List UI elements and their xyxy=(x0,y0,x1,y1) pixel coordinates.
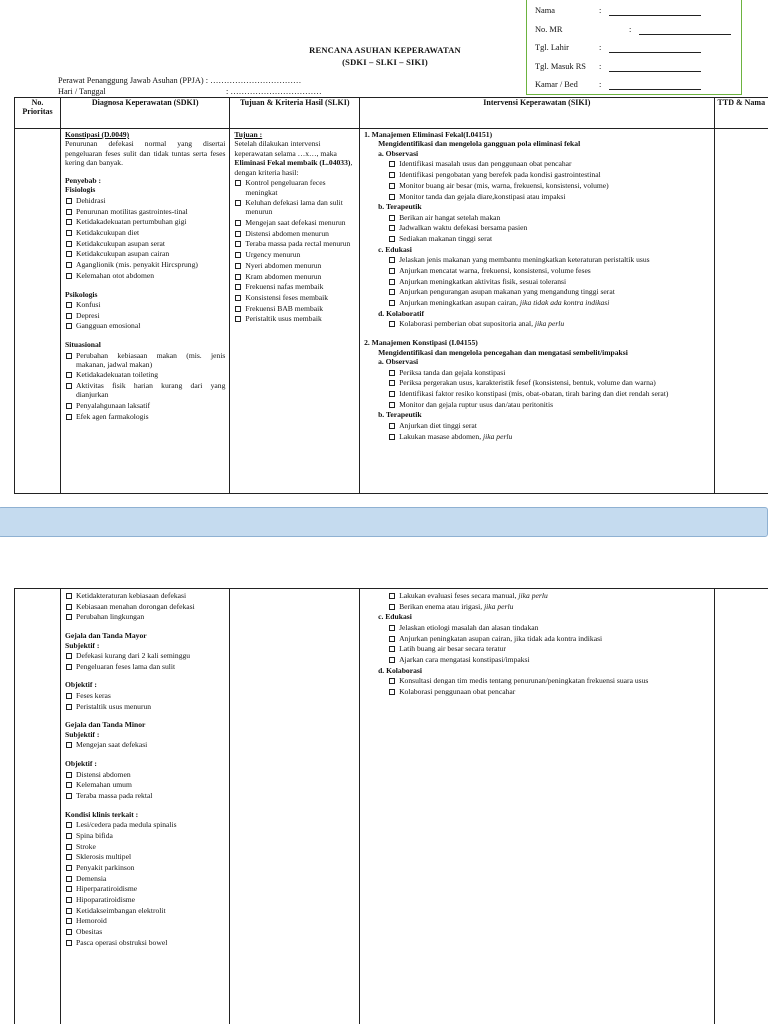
list-item: Hemoroid xyxy=(65,916,225,925)
list-item: Teraba massa pada rektal xyxy=(65,791,225,800)
tujuan-label: Tujuan : xyxy=(234,130,263,139)
list-item: Anjurkan meningkatkan asupan cairan, jika tidak ada kontra indikasi xyxy=(388,298,710,307)
list-item: Perubahan kebiasaan makan (mis. jenis makanan, jadwal makan) xyxy=(65,351,225,369)
list-item: Sediakan makanan tinggi serat xyxy=(388,234,710,243)
fisiologis-heading: Fisiologis xyxy=(65,185,96,195)
list-item: Penyalahgunaan laksatif xyxy=(65,401,225,410)
page-separator-bar xyxy=(0,507,768,537)
masuk-blank[interactable] xyxy=(609,64,701,72)
mr-blank[interactable] xyxy=(639,27,731,35)
list-item: Teraba massa pada rectal menurun xyxy=(234,239,355,248)
list-item: Berikan air hangat setelah makan xyxy=(388,213,710,222)
list-item: Frekuensi BAB membaik xyxy=(234,304,355,313)
mayor-objektif-list xyxy=(65,691,225,711)
terapeutik-heading: b. Terapeutik xyxy=(378,410,422,420)
kolaboratif-list xyxy=(364,319,710,328)
list-item: Ketidakadekuatan pertumbuhan gigi xyxy=(65,217,225,226)
list-item: Gangguan emosional xyxy=(65,321,225,330)
tujuan-text: Setelah dilakukan intervensi keperawatan selama …x…, maka Eliminasi Fekal membaik (L.04033), dengan kriteria hasil: xyxy=(234,139,353,177)
list-item: Anjurkan mencatat warna, frekuensi, konsistensi, volume feses xyxy=(388,266,710,275)
list-item: Periksa tanda dan gejala konstipasi xyxy=(388,368,710,377)
list-item: Anjurkan pengurangan asupan makanan yang mengandung tinggi serat xyxy=(388,287,710,296)
subjektif-heading: Subjektif : xyxy=(65,729,100,739)
list-item: Ketidakadekuatan toileting xyxy=(65,370,225,379)
care-plan-table-page1 xyxy=(14,97,768,494)
intervensi-cell xyxy=(360,129,715,494)
list-item: Distensi abdomen menurun xyxy=(234,229,355,238)
col-header-diagnosa: Diagnosa Keperawatan (SDKI) xyxy=(61,98,230,129)
situasional-list xyxy=(65,351,225,421)
list-item: Jelaskan jenis makanan yang membantu meningkatkan keteraturan peristaltik usus xyxy=(388,255,710,264)
terapeutik-list-continued xyxy=(364,591,710,611)
list-item: Aganglionik (mis. penyakit Hircsprung) xyxy=(65,260,225,269)
list-item: Defekasi kurang dari 2 kali seminggu xyxy=(65,651,225,660)
table-row xyxy=(15,589,768,1024)
mayor-heading: Gejala dan Tanda Mayor xyxy=(65,631,147,641)
nama-blank[interactable] xyxy=(609,8,701,16)
diagnosa-title: Konstipasi (D.0049) xyxy=(65,130,130,139)
kamar-row: Kamar / Bed : xyxy=(535,76,741,95)
list-item: Anjurkan meningkatkan aktivitas fisik, sesuai toleransi xyxy=(388,277,710,286)
situasional-list-continued xyxy=(65,591,225,622)
lahir-label: Tgl. Lahir xyxy=(535,43,569,52)
fisiologis-list xyxy=(65,196,225,280)
list-item: Latih buang air besar secara teratur xyxy=(388,644,710,653)
list-item: Kolaborasi penggunaan obat pencahar xyxy=(388,687,710,696)
list-item: Monitor tanda dan gejala diare,konstipasi atau impaksi xyxy=(388,192,710,201)
list-item: Ketidakcukupan asupan serat xyxy=(65,239,225,248)
document-subtitle: (SDKI – SLKI – SIKI) xyxy=(342,57,428,67)
edukasi-list xyxy=(364,255,710,307)
terapeutik-list xyxy=(364,421,710,441)
care-plan-table-page2 xyxy=(14,588,768,1024)
list-item: Spina bifida xyxy=(65,831,225,840)
lahir-blank[interactable] xyxy=(609,45,701,53)
list-item: Ketidakseimbangan elektrolit xyxy=(65,906,225,915)
list-item: Peristaltik usus membaik xyxy=(234,314,355,323)
list-item: Konfusi xyxy=(65,300,225,309)
kriteria-list xyxy=(234,178,355,323)
list-item: Anjurkan peningkatan asupan cairan, jika tidak ada kontra indikasi xyxy=(388,634,710,643)
kolaboratif-heading: d. Kolaboratif xyxy=(378,308,425,318)
list-item: Kebiasaan menahan dorongan defekasi xyxy=(65,602,225,611)
ttd-cell[interactable] xyxy=(714,129,768,494)
minor-heading: Gejala dan Tanda Minor xyxy=(65,720,146,730)
list-item: Keluhan defekasi lama dan sulit menurun xyxy=(234,198,355,216)
masuk-row: Tgl. Masuk RS : xyxy=(535,58,741,77)
hari-label: Hari / Tanggal xyxy=(58,87,106,96)
list-item: Kelemahan umum xyxy=(65,780,225,789)
diagnosa-cell xyxy=(61,129,230,494)
psikologis-list xyxy=(65,300,225,331)
observasi-heading: a. Observasi xyxy=(378,148,419,158)
intervensi-2-title: 2. Manajemen Konstipasi (I.04155) xyxy=(364,338,478,348)
subjektif-heading: Subjektif : xyxy=(65,640,100,650)
list-item: Obesitas xyxy=(65,927,225,936)
list-item: Lesi/cedera pada medula spinalis xyxy=(65,820,225,829)
list-item: Penurunan motilitas gastrointes-tinal xyxy=(65,207,225,216)
list-item: Ketidakcukupan asupan cairan xyxy=(65,249,225,258)
edukasi-heading: c. Edukasi xyxy=(378,612,412,622)
list-item: Penyakit parkinson xyxy=(65,863,225,872)
lahir-row: Tgl. Lahir : xyxy=(535,39,741,58)
edukasi-heading: c. Edukasi xyxy=(378,244,412,254)
kolaborasi-heading: d. Kolaborasi xyxy=(378,665,422,675)
objektif-heading: Objektif : xyxy=(65,680,97,690)
list-item: Periksa pergerakan usus, karakteristik fesef (konsistensi, bentuk, volume dan warna) xyxy=(388,378,710,387)
list-item: Anjurkan diet tinggi serat xyxy=(388,421,710,430)
list-item: Urgency menurun xyxy=(234,250,355,259)
tujuan-cell[interactable] xyxy=(230,589,360,1024)
list-item: Identifikasi faktor resiko konstipasi (mis, obat-obatan, tirah baring dan diet rendah serat) xyxy=(388,389,710,398)
intervensi-1-title: 1. Manajemen Eliminasi Fekal(I.04151) xyxy=(364,130,493,139)
list-item: Dehidrasi xyxy=(65,196,225,205)
objektif-heading: Objektif : xyxy=(65,759,97,769)
document-title: RENCANA ASUHAN KEPERAWATAN xyxy=(309,45,461,55)
col-header-no: No. Prioritas xyxy=(15,98,61,129)
list-item: Monitor dan gejala ruptur usus dan/atau peritonitis xyxy=(388,400,710,409)
no-prioritas-cell[interactable] xyxy=(15,589,61,1024)
minor-objektif-list xyxy=(65,770,225,801)
list-item: Ketidakteraturan kebiasaan defekasi xyxy=(65,591,225,600)
list-item: Hipoparatiroidisme xyxy=(65,895,225,904)
list-item: Peristaltik usus menurun xyxy=(65,702,225,711)
mayor-subjektif-list xyxy=(65,651,225,671)
list-item: Lakukan masase abdomen, jika perlu xyxy=(388,432,710,441)
list-item: Ketidakcukupan diet xyxy=(65,228,225,237)
tujuan-cell xyxy=(230,129,360,494)
list-item: Distensi abdomen xyxy=(65,770,225,779)
intervensi-cell xyxy=(360,589,715,1024)
list-item: Kolaborasi pemberian obat supositoria anal, jika perlu xyxy=(388,319,710,328)
nama-label: Nama xyxy=(535,6,555,15)
list-item: Efek agen farmakologis xyxy=(65,412,225,421)
list-item: Sklerosis multipel xyxy=(65,852,225,861)
situasional-heading: Situasional xyxy=(65,340,101,350)
kondisi-klinis-heading: Kondisi klinis terkait : xyxy=(65,809,139,819)
intervensi-2-subtitle: Mengidentifikasi dan mengelola pencegahan dan mengatasi sembelit/impaksi xyxy=(378,347,628,357)
list-item: Jadwalkan waktu defekasi bersama pasien xyxy=(388,223,710,232)
list-item: Monitor buang air besar (mis, warna, frekuensi, konsistensi, volume) xyxy=(388,181,710,190)
masuk-label: Tgl. Masuk RS xyxy=(535,61,586,71)
psikologis-heading: Psikologis xyxy=(65,289,98,299)
hari-dots: : …………………………… xyxy=(226,87,322,96)
observasi-heading: a. Observasi xyxy=(378,357,419,367)
ppja-line: Perawat Penanggung Jawab Asuhan (PPJA) : …………………………… xyxy=(58,76,302,85)
nama-row: Nama : xyxy=(535,2,741,21)
list-item: Demensia xyxy=(65,874,225,883)
list-item: Identifikasi masalah usus dan penggunaan obat pencahar xyxy=(388,159,710,168)
list-item: Lakukan evaluasi feses secara manual, jika perlu xyxy=(388,591,710,600)
kamar-blank[interactable] xyxy=(609,82,701,90)
list-item: Berikan enema atau irigasi, jika perlu xyxy=(388,602,710,611)
terapeutik-list xyxy=(364,213,710,244)
no-prioritas-cell[interactable] xyxy=(15,129,61,494)
list-item: Hiperparatiroidisme xyxy=(65,884,225,893)
list-item: Mengejan saat defekasi xyxy=(65,740,225,749)
diagnosa-definition: Penurunan defekasi normal yang disertai pengeluaran feses sulit dan tidak tuntas serta feses kering dan banyak. xyxy=(65,139,226,168)
patient-identity-box xyxy=(526,0,742,95)
col-header-intervensi: Intervensi Keperawatan (SIKI) xyxy=(360,98,715,129)
list-item: Konsistensi feses membaik xyxy=(234,293,355,302)
list-item: Kontrol pengeluaran feces meningkat xyxy=(234,178,355,196)
kolaborasi-list xyxy=(364,676,710,696)
list-item: Konsultasi dengan tim medis tentang penurunan/peningkatan frekuensi suara usus xyxy=(388,676,710,685)
col-header-tujuan: Tujuan & Kriteria Hasil (SLKI) xyxy=(230,98,360,129)
diagnosa-cell xyxy=(61,589,230,1024)
table-header-row xyxy=(15,98,768,129)
list-item: Identifikasi pengobatan yang berefek pada kondisi gastrointestinal xyxy=(388,170,710,179)
list-item: Pasca operasi obstruksi bowel xyxy=(65,938,225,947)
list-item: Pengeluaran feses lama dan sulit xyxy=(65,662,225,671)
mr-row: No. MR : xyxy=(535,21,741,40)
observasi-list xyxy=(364,159,710,200)
intervensi-1-subtitle: Mengidentifikasi dan mengelola gangguan pola eliminasi fekal xyxy=(378,139,581,149)
table-row xyxy=(15,129,768,494)
list-item: Depresi xyxy=(65,311,225,320)
list-item: Perubahan lingkungan xyxy=(65,612,225,621)
col-header-ttd: TTD & Nama xyxy=(714,98,768,129)
kamar-label: Kamar / Bed xyxy=(535,80,578,89)
penyebab-heading: Penyebab : xyxy=(65,175,102,185)
minor-subjektif-list xyxy=(65,740,225,749)
mr-label: No. MR xyxy=(535,24,563,34)
list-item: Stroke xyxy=(65,842,225,851)
list-item: Aktivitas fisik harian kurang dari yang dianjurkan xyxy=(65,381,225,399)
ttd-cell[interactable] xyxy=(714,589,768,1024)
list-item: Feses keras xyxy=(65,691,225,700)
kondisi-klinis-list xyxy=(65,820,225,947)
list-item: Nyeri abdomen menurun xyxy=(234,261,355,270)
list-item: Kelemahan otot abdomen xyxy=(65,271,225,280)
observasi-list xyxy=(364,368,710,409)
list-item: Jelaskan etiologi masalah dan alasan tindakan xyxy=(388,623,710,632)
list-item: Mengejan saat defekasi menurun xyxy=(234,218,355,227)
list-item: Ajarkan cara mengatasi konstipasi/impaksi xyxy=(388,655,710,664)
terapeutik-heading: b. Terapeutik xyxy=(378,202,422,212)
list-item: Frekuensi nafas membaik xyxy=(234,282,355,291)
edukasi-list xyxy=(364,623,710,664)
list-item: Kram abdomen menurun xyxy=(234,272,355,281)
